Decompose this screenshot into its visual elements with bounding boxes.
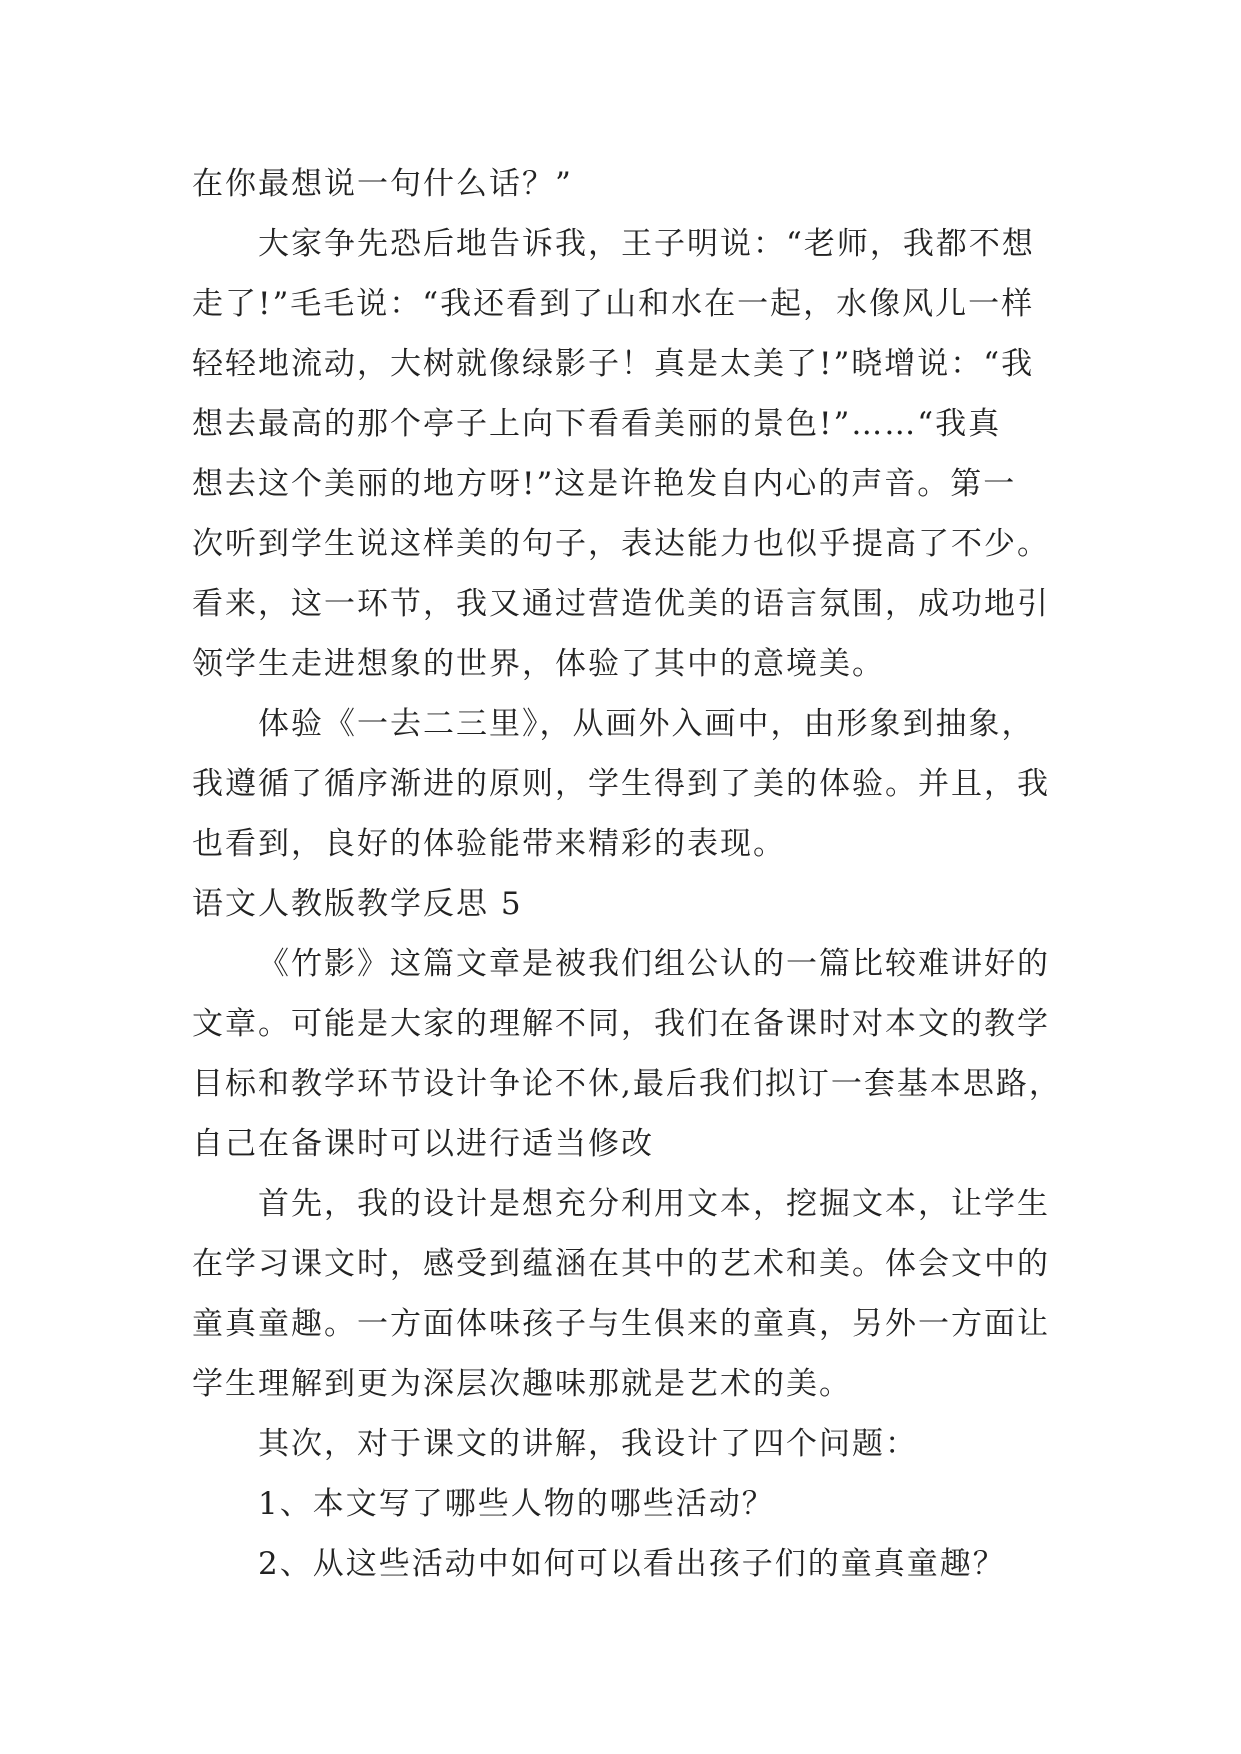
paragraph-line: 次听到学生说这样美的句子，表达能力也似乎提高了不少。	[192, 526, 1050, 562]
list-item: 1、本文写了哪些人物的哪些活动？	[258, 1486, 775, 1522]
paragraph-line: 走了!”毛毛说：“我还看到了山和水在一起，水像风儿一样	[192, 286, 1035, 322]
paragraph-line: 童真童趣。一方面体味孩子与生俱来的童真，另外一方面让	[192, 1306, 1050, 1342]
section-heading: 语文人教版教学反思 5	[192, 886, 523, 922]
list-item: 2、从这些活动中如何可以看出孩子们的童真童趣？	[258, 1546, 1006, 1582]
paragraph-line: 想去最高的那个亭子上向下看看美丽的景色!”……“我真	[192, 406, 1002, 442]
paragraph-line: 看来，这一环节，我又通过营造优美的语言氛围，成功地引	[192, 586, 1050, 622]
paragraph-line: 自己在备课时可以进行适当修改	[192, 1126, 654, 1162]
paragraph-line: 我遵循了循序渐进的原则，学生得到了美的体验。并且，我	[192, 766, 1050, 802]
paragraph-line: 学生理解到更为深层次趣味那就是艺术的美。	[192, 1366, 852, 1402]
paragraph-line: 其次，对于课文的讲解，我设计了四个问题：	[258, 1426, 918, 1462]
paragraph-line: 也看到，良好的体验能带来精彩的表现。	[192, 826, 786, 862]
paragraph-line: 目标和教学环节设计争论不休,最后我们拟订一套基本思路，	[192, 1066, 1062, 1102]
paragraph-line: 领学生走进想象的世界，体验了其中的意境美。	[192, 646, 885, 682]
paragraph-line: 体验《一去二三里》，从画外入画中，由形象到抽象，	[258, 706, 1035, 742]
paragraph-line: 在你最想说一句什么话？”	[192, 166, 573, 202]
paragraph-line: 文章。可能是大家的理解不同，我们在备课时对本文的教学	[192, 1006, 1050, 1042]
paragraph-line: 在学习课文时，感受到蕴涵在其中的艺术和美。体会文中的	[192, 1246, 1050, 1282]
paragraph-line: 想去这个美丽的地方呀!”这是许艳发自内心的声音。第一	[192, 466, 1017, 502]
paragraph-line: 《竹影》这篇文章是被我们组公认的一篇比较难讲好的	[258, 946, 1050, 982]
paragraph-line: 大家争先恐后地告诉我，王子明说：“老师，我都不想	[258, 226, 1035, 262]
paragraph-line: 轻轻地流动，大树就像绿影子！真是太美了!”晓增说：“我	[192, 346, 1035, 382]
paragraph-line: 首先，我的设计是想充分利用文本，挖掘文本，让学生	[258, 1186, 1050, 1222]
